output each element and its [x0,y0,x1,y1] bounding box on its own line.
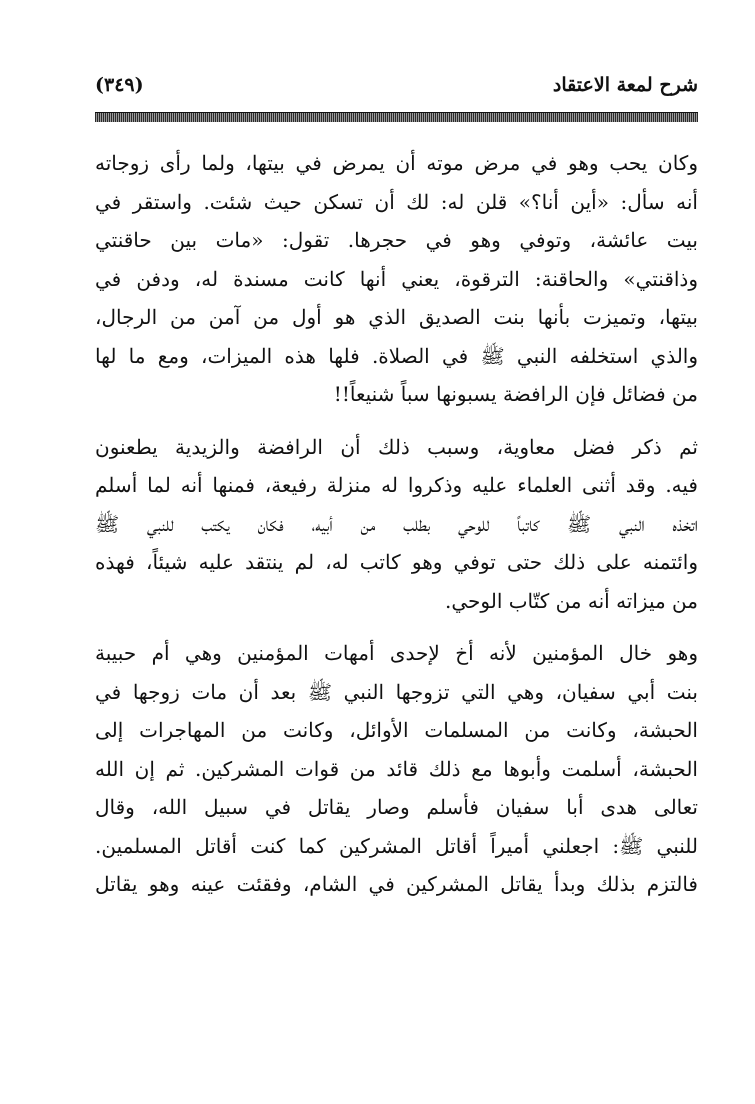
paragraph-khal-al-muminin [95,634,698,904]
text-line: من فضائل فإن الرافضة يسبونها سباً شنيعاً!! [333,382,698,406]
text-line: تعالى هدى أبا سفيان فأسلم وصار يقاتل في سبيل الله، وقال [95,795,698,819]
text-line: بيتها، وتميزت بأنها بنت الصديق الذي هو أول من آمن من الرجال، [95,305,698,329]
text-line: من ميزاته أنه من كتّاب الوحي. [445,588,698,613]
text-line: الحبشة، وكانت من المسلمات الأوائل، وكانت من المهاجرات إلى [95,718,698,742]
text-line: الحبشة، أسلمت وأبوها مع ذلك قائد من قوات المشركين. ثم إن الله [95,756,698,781]
book-title: شرح لمعة الاعتقاد [552,74,698,96]
page-number: (٣٤٩) [95,74,144,96]
text-line: وهو خال المؤمنين لأنه أخ لإحدى أمهات المؤمنين وهي أم حبيبة [95,641,698,665]
paragraph-muawiya [95,428,698,621]
page-body [95,144,698,918]
text-line: ثم ذكر فضل معاوية، وسبب ذلك أن الرافضة والزيدية يطعنون [95,434,698,459]
text-line: فيه. وقد أثنى العلماء عليه وذكروا له منزلة رفيعة، فمنها أنه لما أسلم [95,473,698,497]
text-line: اتخذه النبي ﷺ كاتباً للوحي بطلب من أبيه، فكان يكتب للنبي ﷺ [95,511,698,536]
text-line: أنه سأل: «أين أنا؟» قلن له: لك أن تسكن حيث شئت. واستقر في [95,189,698,214]
text-line: فالتزم بذلك وبدأ يقاتل المشركين في الشام، وفقئت عينه وهو يقاتل [95,872,698,896]
text-line: وكان يحب وهو في مرض موته أن يمرض في بيتها، ولما رأى زوجاته [95,151,698,175]
text-line: وذاقنتي» والحاقنة: الترقوة، يعني أنها كانت مسندة له، ودفن في [95,266,698,291]
page-header [95,74,698,102]
text-line: للنبي ﷺ: اجعلني أميراً أقاتل المشركين كما كنت أقاتل المسلمين. [95,833,698,858]
text-line: بيت عائشة، وتوفي وهو في حجرها. تقول: «مات بين حاقنتي [95,228,698,252]
paragraph-aisha [95,144,698,414]
text-line: والذي استخلفه النبي ﷺ في الصلاة. فلها هذه الميزات، ومع ما لها [95,343,698,368]
header-divider [95,112,698,122]
text-line: وائتمنه على ذلك حتى توفي وهو كاتب له، لم ينتقد عليه شيئاً، فهذه [95,550,698,574]
text-line: بنت أبي سفيان، وهي التي تزوجها النبي ﷺ بعد أن مات زوجها في [95,679,698,704]
